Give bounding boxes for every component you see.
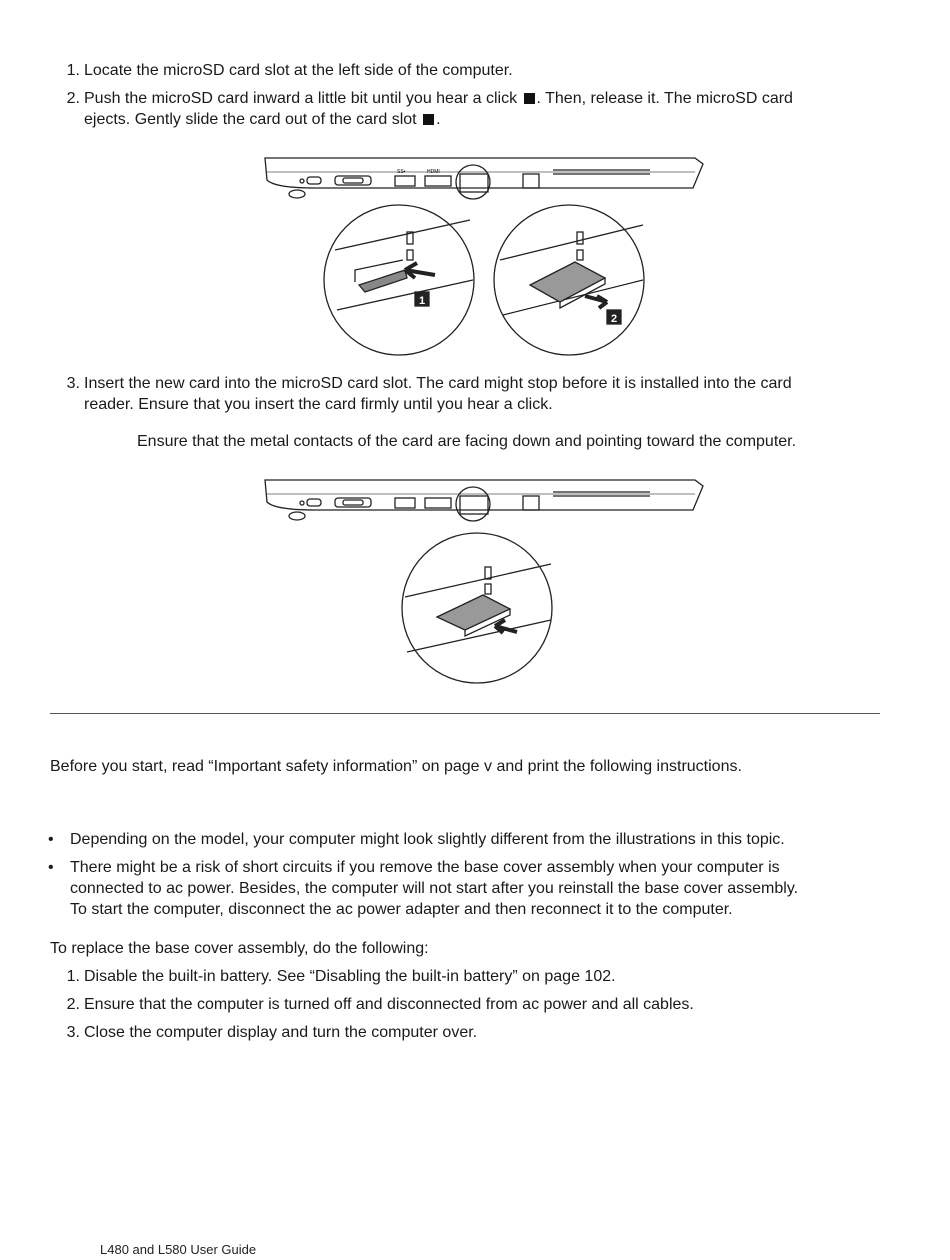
step-text-part: . Then, release it. The microSD card [536, 90, 793, 107]
page-footer: L480 and L580 User Guide [100, 1242, 257, 1257]
section-divider [50, 713, 880, 714]
microsd-removal-illustration [255, 150, 715, 360]
step-text: Locate the microSD card slot at the left side of the computer. [84, 62, 513, 79]
laptop-side-view [265, 158, 703, 198]
bullet-text [70, 857, 870, 920]
hdmi-port-label: HDMI [427, 169, 440, 175]
step-text-line: reader. Ensure that you insert the card firmly until you hear a click. [84, 396, 553, 413]
step-text-part: . [436, 111, 441, 128]
step-text-part: Push the microSD card inward a little bit until you hear a click [84, 90, 522, 107]
callout-square-icon [524, 93, 535, 104]
usb-port-label: SS• [397, 169, 406, 175]
step-number: 2. [66, 996, 80, 1013]
bullet-text: Depending on the model, your computer might look slightly different from the illustrations in this topic. [70, 831, 785, 848]
step-number: 3. [66, 375, 80, 392]
microsd-insertion-illustration [255, 472, 715, 687]
step-text [84, 373, 864, 415]
bullet-line: There might be a risk of short circuits if you remove the base cover assembly when your computer is [70, 859, 780, 876]
step-number: 1. [66, 62, 80, 79]
zoom-circle-1 [324, 205, 474, 355]
bullet-dot: • [48, 831, 54, 848]
bullet-line: To start the computer, disconnect the ac power adapter and then reconnect it to the computer. [70, 901, 733, 918]
procedure-intro: To replace the base cover assembly, do the following: [50, 940, 429, 957]
zoom-circle-2 [494, 205, 644, 355]
step-text-part: ejects. Gently slide the card out of the card slot [84, 111, 422, 128]
callout-2-label: 2 [610, 313, 618, 325]
note-text: Ensure that the metal contacts of the card are facing down and pointing toward the computer. [137, 433, 797, 450]
zoom-circle-3 [402, 533, 552, 683]
step-number: 2. [66, 90, 80, 107]
step-text: Ensure that the computer is turned off and disconnected from ac power and all cables. [84, 996, 694, 1013]
step-text-line: Insert the new card into the microSD card slot. The card might stop before it is installed into the card [84, 375, 792, 392]
step-number: 3. [66, 1024, 80, 1041]
laptop-side-view [265, 480, 703, 520]
callout-1-label: 1 [418, 295, 426, 307]
step-text: Disable the built-in battery. See “Disabling the built-in battery” on page 102. [84, 968, 616, 985]
callout-square-icon [423, 114, 434, 125]
intro-text: Before you start, read “Important safety information” on page v and print the following instructions. [50, 758, 742, 775]
bullet-line: connected to ac power. Besides, the computer will not start after you reinstall the base cover assembly. [70, 880, 799, 897]
step-number: 1. [66, 968, 80, 985]
step-text: Close the computer display and turn the computer over. [84, 1024, 478, 1041]
bullet-dot: • [48, 859, 54, 876]
step-text [84, 88, 864, 130]
